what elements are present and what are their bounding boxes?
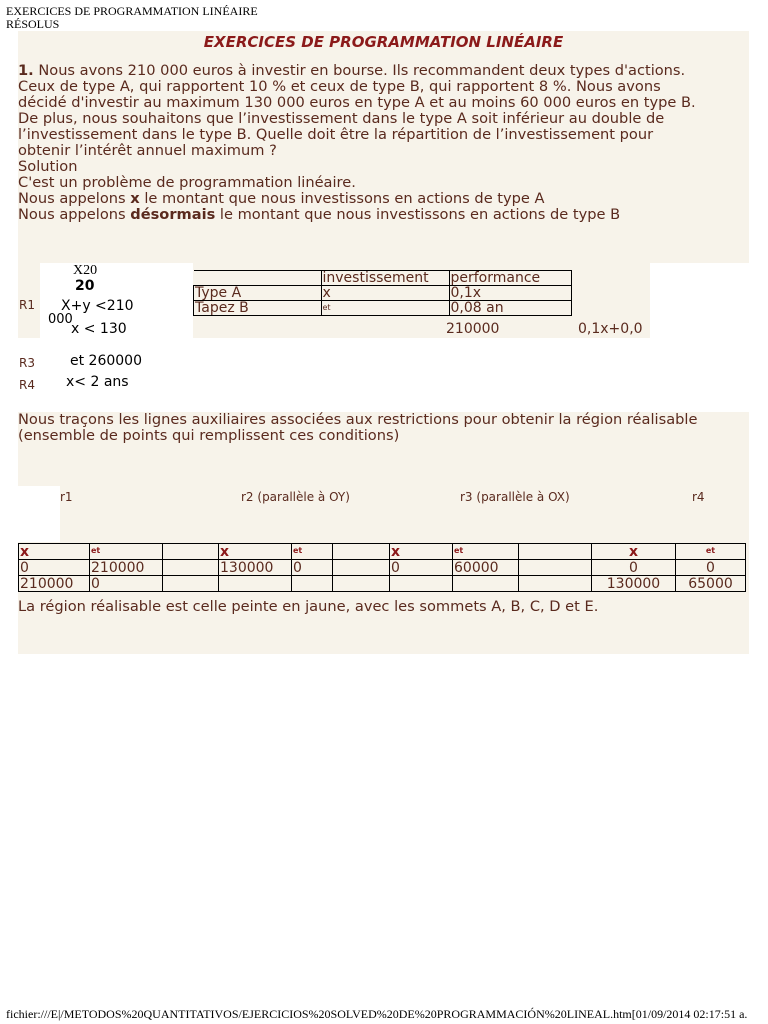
para2-line-1: Nous traçons les lignes auxiliaires associées aux restrictions pour obtenir la région réalisable [18,411,698,428]
r3-label: R3 [19,356,35,370]
table-cell: x [321,286,449,301]
r3-constraint: et 260000 [70,353,142,369]
r2-constraint: x < 130 [71,321,127,337]
table-header-row [194,271,572,286]
white-notch [18,486,60,542]
variable-x: x [130,190,140,207]
conclusion-text: La région réalisable est celle peinte en jaune, avec les sommets A, B, C, D et E. [18,598,599,615]
table-cell: 210000 [90,560,163,576]
points-table [18,543,746,592]
table-cell: 0,1x [449,286,572,301]
table-row [194,301,572,316]
table-cell: x [19,544,90,560]
table-cell: 0 [676,560,746,576]
table-cell [333,576,390,592]
label-r1: r1 [60,490,73,504]
r4-constraint: x< 2 ans [66,374,129,390]
table-cell [194,271,322,286]
table-cell: et [453,544,519,560]
problem-line-3: décidé d'investir au maximum 130 000 euros en type A et au moins 60 000 euros en type B. [18,94,696,111]
problem-line-6: obtenir l’intérêt annuel maximum ? [18,142,277,159]
table-cell: 0,08 an [449,301,572,316]
table-cell [333,560,390,576]
table-cell: 0 [90,576,163,592]
r1-constraint: X+y <210 [61,298,134,314]
table-cell [453,576,519,592]
table-cell: x [592,544,676,560]
table-cell: et [676,544,746,560]
table-cell: x [390,544,453,560]
table-cell: 0 [592,560,676,576]
table-cell: 0 [390,560,453,576]
table-cell [163,560,219,576]
table-cell [333,544,390,560]
page-title: EXERCICES DE PROGRAMMATION LINÉAIRE [203,33,564,51]
table-cell: et [292,544,333,560]
auxiliary-lines-block [18,412,749,654]
table-cell: 0 [19,560,90,576]
variable-y: désormais [130,206,216,223]
problem-line-4: De plus, nous souhaitons que l’investissement dans le type A soit inférieur au double de [18,110,665,127]
table-cell: et [321,301,449,316]
table-row [19,576,746,592]
footer-file-path: fichier:///E|/METODOS%20QUANTITATIVOS/EJERCICIOS%20SOLVED%20DE%20PROGRAMMACIÓN%20LINEAL.htm[01/09/2014 02:17:51 a. [6,1007,748,1021]
table-cell [219,576,292,592]
table-cell: et [90,544,163,560]
table-cell: Tapez B [194,301,322,316]
table-cell [519,544,592,560]
solution-line-1: C'est un problème de programmation linéaire. [18,174,356,191]
solution-line-3a: Nous appelons [18,206,131,223]
solution-line-2a: Nous appelons [18,190,131,207]
table-header-row [19,544,746,560]
r4-label: R4 [19,378,35,392]
table-row [194,286,572,301]
table-cell: 130000 [592,576,676,592]
header-line-2: RÉSOLUS [6,17,60,31]
table-cell [519,560,592,576]
table-cell: 210000 [19,576,90,592]
solution-heading: Solution [18,158,78,175]
x20-label: X20 [73,263,98,278]
label-r2: r2 (parallèle à OY) [241,490,350,504]
table-cell [519,576,592,592]
problem-number: 1. [18,62,34,79]
table-cell: 0 [292,560,333,576]
table-cell: 65000 [676,576,746,592]
total-value: 210000 [446,321,500,337]
table-cell [163,544,219,560]
problem-line-5: l’investissement dans le type B. Quelle doit être la répartition de l’investissement pour [18,126,654,143]
label-r3: r3 (parallèle à OX) [460,490,570,504]
problem-line-1: Nous avons 210 000 euros à investir en bourse. Ils recommandent deux types d'actions. [33,62,686,79]
table-cell: x [219,544,292,560]
solution-line-2c: le montant que nous investissons en actions de type A [139,190,545,207]
solution-line-3c: le montant que nous investissons en actions de type B [215,206,621,223]
objective-function: 0,1x+0,0 [578,321,643,337]
table-cell: 130000 [219,560,292,576]
table-header-performance: performance [449,271,572,286]
table-cell: Type A [194,286,322,301]
table-header-investissement: investissement [321,271,449,286]
label-r4: r4 [692,490,705,504]
problem-line-2: Ceux de type A, qui rapportent 10 % et ceux de type B, qui rapportent 8 %. Nous avons [18,78,661,95]
document-header [6,5,258,31]
table-cell [390,576,453,592]
header-line-1: EXERCICES DE PROGRAMMATION LINÉAIRE [6,4,258,18]
r1-label: R1 [19,298,35,312]
table-cell [163,576,219,592]
table-cell [292,576,333,592]
problem-text [18,63,749,223]
table-row [19,560,746,576]
para2-line-2: (ensemble de points qui remplissent ces conditions) [18,427,400,444]
investment-table [193,270,572,316]
value-20: 20 [75,278,95,294]
white-gap [155,263,193,338]
r1-constraint-cut [48,312,73,319]
table-cell: 60000 [453,560,519,576]
